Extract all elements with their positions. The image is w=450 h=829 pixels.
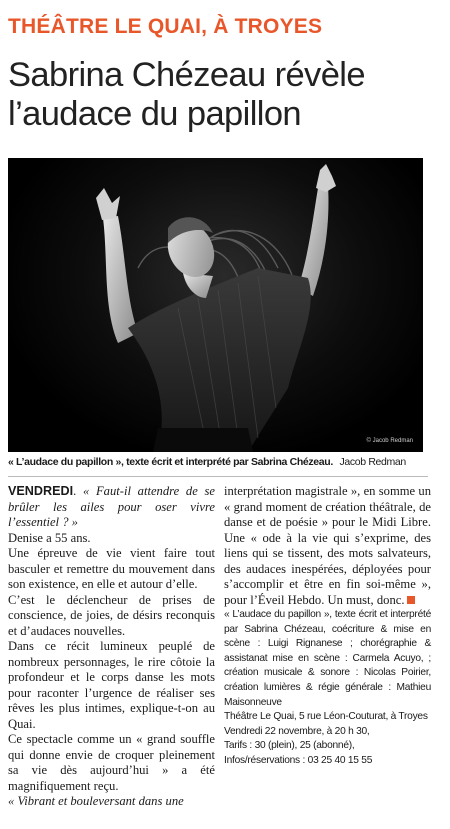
show-date: Vendredi 22 novembre, à 20 h 30, — [224, 725, 370, 737]
headline: Sabrina Chézeau révèle l’audace du papillon — [8, 56, 365, 133]
photo-caption — [8, 456, 428, 468]
opening-quote: « Faut-il attendre de se brûler les ailes pour oser vivre l’essentiel ? » — [8, 484, 215, 529]
paragraph-4: C’est le déclencheur de prises de conscience, de joies, de désirs reconquis et d’audaces nouvelles. — [8, 592, 215, 638]
photo-credit-overlay: © Jacob Redman — [366, 438, 413, 444]
caption-divider — [8, 476, 428, 477]
show-credits: « L’audace du papillon », texte écrit et interprété par Sabrina Chézeau, coécriture & mise en scène : Luigi Rignanese ; chorégraphie & assistanat mise en scène : Carmela Acuyo, ; création musicale & sonore : Nicolas Poirier, création lumières & régie générale : Mathieu Maisonneuve — [224, 609, 431, 708]
paragraph-3: Une épreuve de vie vient faire tout basculer et remettre du mouvement dans son existence, en elle et autour d’elle. — [8, 546, 215, 591]
article-column-1 — [8, 484, 215, 810]
paragraph-8: interprétation magistrale », en somme un « grand moment de création théâtrale, de danse et de poésie » pour le Midi Libre. Une « ode à la vie qui s’exprime, des liens qui se tissent, des mots salvateurs, des audaces inespérées, déployées pour s’accomplir et être en fin soi-même », pour l’Éveil Hebdo. Un must, donc. — [224, 484, 431, 607]
paragraph-7: « Vibrant et bouleversant dans une — [8, 794, 184, 808]
ticket-prices: Tarifs : 30 (plein), 25 (abonné), — [224, 740, 355, 752]
kicker: THÉÂTRE LE QUAI, À TROYES — [8, 15, 323, 38]
dancer-figure — [8, 158, 423, 452]
paragraph-1: VENDREDI. « Faut-il attendre de se brûler les ailes pour oser vivre l’essentiel ? » — [8, 484, 215, 529]
paragraph-2: Denise a 55 ans. — [8, 530, 91, 545]
article-column-2 — [224, 484, 431, 769]
end-mark-icon — [407, 596, 415, 604]
venue-address: Théâtre Le Quai, 5 rue Léon-Couturat, à Troyes — [224, 711, 428, 723]
paragraph-5: Dans ce récit lumineux peuplé de nombreux personnages, le rire côtoie la profondeur et le corps danse les mots pour raconter l’urgence de réaliser ses rêves les plus intimes, explique-t-on au Quai. — [8, 639, 215, 731]
booking-info: Infos/réservations : 03 25 40 15 55 — [224, 754, 373, 766]
paragraph-6: Ce spectacle comme un « grand souffle qui donne envie de croquer pleinement sa vie dès aujourd’hui » a été magnifiquement reçu. — [8, 732, 215, 793]
caption-photographer: Jacob Redman — [339, 456, 406, 468]
article-photo — [8, 158, 423, 452]
dateline: VENDREDI — [8, 484, 74, 498]
caption-text: « L’audace du papillon », texte écrit et interprété par Sabrina Chézeau. — [8, 456, 333, 468]
